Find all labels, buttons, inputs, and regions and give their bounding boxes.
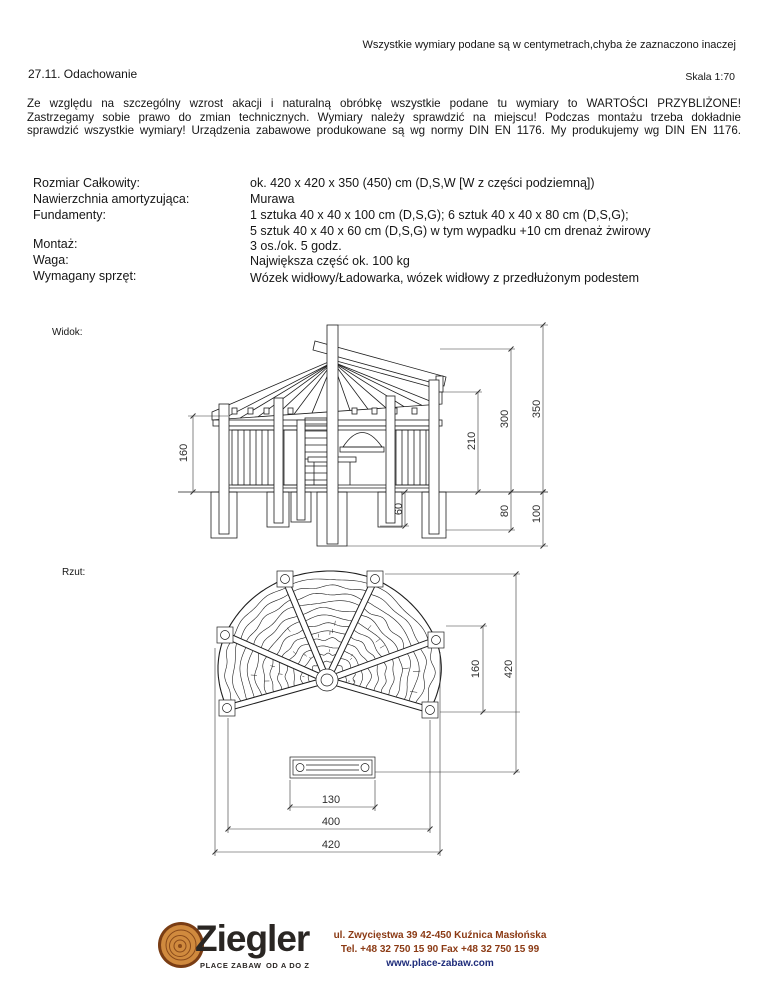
- plank-line: [394, 654, 403, 700]
- plank-line: [247, 648, 255, 700]
- plank-line: [288, 643, 312, 663]
- post-top: [432, 636, 441, 645]
- company-website: www.place-zabaw.com: [386, 958, 494, 969]
- plank-line: [365, 600, 413, 648]
- company-address: ul. Zwycięstwa 39 42-450 Kuźnica Masłońska: [333, 930, 547, 941]
- joist-end: [232, 408, 237, 414]
- spec-value-foundations-1: 1 sztuka 40 x 40 x 100 cm (D,S,G); 6 sztuk 40 x 40 x 80 cm (D,S,G);: [250, 208, 629, 222]
- joist-end: [264, 408, 269, 414]
- plank-line: [225, 639, 234, 707]
- joist-end: [288, 408, 293, 414]
- beam: [327, 680, 430, 710]
- plank-line: [358, 615, 399, 654]
- joist-end: [412, 408, 417, 414]
- plank-line: [308, 631, 348, 635]
- plank-line: [388, 657, 394, 698]
- plank-line: [278, 660, 283, 693]
- dim-plan-130: 130: [321, 794, 341, 806]
- dim-plan-420-width: 420: [321, 839, 341, 851]
- plank-line: [403, 651, 411, 702]
- plank-line: [261, 615, 300, 651]
- plank-joint: [368, 625, 372, 629]
- logo-tagline-left: PLACE ZABAW: [200, 961, 262, 970]
- plank-joint: [402, 668, 409, 669]
- plank-line: [349, 635, 376, 663]
- disclaimer-line: Ze względu na szczególny wzrost akacji i naturalną obróbkę wszystkie podane tu wymiary to WARTOŚCI PRZYBLIŻONE!: [27, 97, 741, 110]
- plank-line: [240, 593, 291, 642]
- spec-value-assembly: 3 os./ok. 5 godz.: [250, 239, 342, 253]
- bench: [290, 757, 375, 778]
- elevation-drawing: [178, 325, 548, 546]
- plank-joint: [305, 654, 307, 656]
- plank-joint: [350, 658, 352, 660]
- plank-joint: [287, 628, 290, 632]
- post-top: [221, 631, 230, 640]
- joist-end: [352, 408, 357, 414]
- spec-label-size: Rozmiar Całkowity:: [33, 176, 140, 190]
- arch-window: [343, 433, 382, 448]
- plank-joint: [413, 671, 420, 672]
- company-phone: Tel. +48 32 750 15 90 Fax +48 32 750 15 99: [340, 944, 540, 955]
- plan-drawing: [217, 571, 444, 778]
- plank-line: [255, 650, 263, 698]
- plank-line: [305, 623, 352, 627]
- plank-line: [291, 585, 369, 593]
- spec-label-foundations: Fundamenty:: [33, 208, 106, 222]
- plank-joint: [293, 651, 296, 653]
- plank-line: [253, 607, 297, 648]
- dim-plan-420-depth: 420: [503, 659, 515, 679]
- plank-joint: [318, 634, 319, 638]
- plank-line: [430, 640, 441, 710]
- plank-line: [225, 579, 285, 635]
- plank-joint: [410, 691, 417, 692]
- scale-label: Skala 1:70: [685, 71, 735, 83]
- plank-line: [294, 593, 364, 601]
- plank-line: [373, 662, 378, 694]
- plank-line: [381, 660, 386, 696]
- dim-height-300: 300: [499, 409, 511, 429]
- dim-plan-400: 400: [321, 816, 341, 828]
- plank-line: [233, 641, 243, 704]
- plank-line: [275, 628, 306, 657]
- dim-depth-100: 100: [531, 504, 543, 524]
- post-top: [371, 575, 380, 584]
- plank-line: [314, 646, 342, 649]
- post-top: [426, 706, 435, 715]
- spec-label-equipment: Wymagany sprzęt:: [33, 269, 137, 283]
- plank-joint: [335, 621, 336, 626]
- plank-line: [270, 656, 275, 694]
- plan-section-label: Rzut:: [62, 567, 86, 578]
- plank-line: [342, 649, 360, 668]
- disclaimer-line: Zastrzegamy sobie prawo do zmian technicznych. Wymiary należy sprawdzić na miejscu! Podczas montażu trzeba dokładnie: [27, 110, 741, 124]
- plank-line: [355, 621, 390, 657]
- plank-line: [240, 645, 248, 703]
- plank-line: [267, 621, 303, 654]
- dim-height-160: 160: [178, 443, 190, 463]
- spec-label-surface: Nawierzchnia amortyzująca:: [33, 192, 190, 206]
- plank-line: [375, 579, 436, 640]
- plank-line: [311, 638, 345, 643]
- center-post: [327, 325, 338, 544]
- spec-value-surface: Murawa: [250, 192, 295, 206]
- joist-end: [248, 408, 253, 414]
- plank-line: [424, 642, 435, 708]
- post-top: [281, 575, 290, 584]
- plank-line: [246, 599, 294, 644]
- beam: [227, 680, 327, 708]
- plan-center-post: [316, 669, 338, 691]
- product-title: 27.11. Odachowanie: [28, 67, 138, 81]
- logo-wordmark: Ziegler: [195, 918, 310, 959]
- dim-height-350: 350: [531, 399, 543, 419]
- post-top: [223, 704, 232, 713]
- plank-line: [296, 601, 361, 607]
- spec-value-foundations-2: 5 sztuk 40 x 40 x 60 cm (D,S,G) w tym wypadku +10 cm drenaż żwirowy: [250, 224, 651, 238]
- spec-value-weight: Największa część ok. 100 kg: [250, 254, 410, 268]
- plank-line: [285, 663, 289, 691]
- plank-joint: [376, 639, 380, 642]
- dim-depth-60: 60: [393, 502, 405, 516]
- posts: [219, 325, 439, 544]
- spec-label-assembly: Montaż:: [33, 237, 78, 251]
- plan-dimensions: [213, 572, 521, 857]
- disclaimer: [27, 97, 741, 138]
- plank-line: [303, 615, 355, 622]
- dim-plan-160: 160: [470, 659, 482, 679]
- plank-line: [366, 665, 372, 691]
- joist-end: [372, 408, 377, 414]
- plank-line: [414, 646, 426, 706]
- dim-height-210: 210: [466, 431, 478, 451]
- plank-line: [352, 628, 384, 659]
- disclaimer-line: sprawdzić wszystkie wymiary! Urządzenia zabawowe produkowane są wg normy DIN EN 1176. My produkujemy wg DIN EN 1176.: [27, 124, 741, 137]
- dim-depth-80: 80: [499, 504, 511, 518]
- spec-value-equipment: Wózek widłowy/Ładowarka, wózek widłowy z przedłużonym podestem: [250, 271, 640, 285]
- plank-joint: [310, 657, 311, 659]
- view-section-label: Widok:: [52, 327, 83, 338]
- plank-line: [263, 654, 269, 696]
- spec-value-size: ok. 420 x 420 x 350 (450) cm (D,S,W [W z części podziemną]): [250, 176, 595, 190]
- units-note: Wszystkie wymiary podane są w centymetrach,chyba że zaznaczono inaczej: [362, 39, 736, 51]
- plank-line: [285, 571, 375, 579]
- plank-line: [408, 649, 419, 704]
- right-railing: [396, 430, 429, 485]
- plank-line: [300, 608, 359, 616]
- spec-label-weight: Waga:: [33, 253, 69, 267]
- plank-joint: [380, 645, 385, 648]
- plank-line: [218, 635, 227, 708]
- logo-tagline-right: OD A DO Z: [266, 961, 310, 970]
